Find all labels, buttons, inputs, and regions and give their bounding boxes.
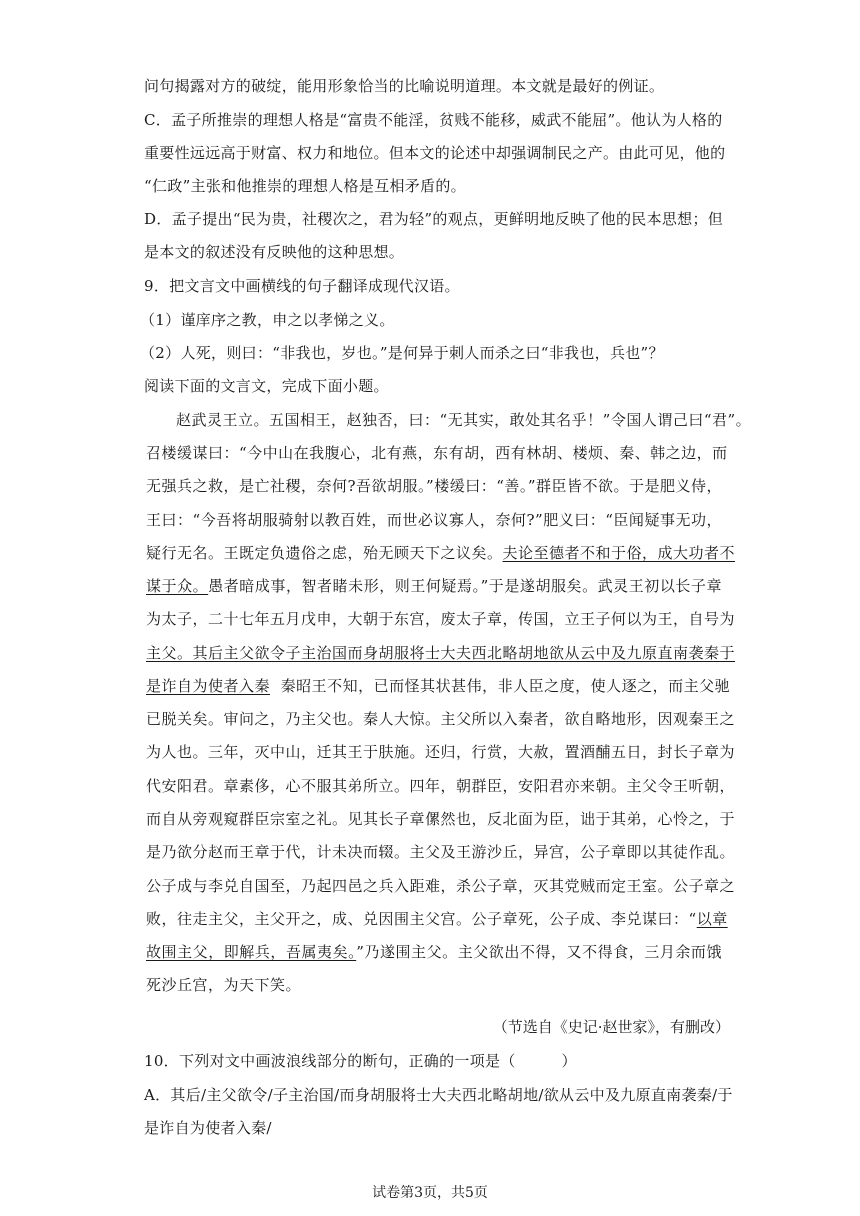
wavy-underlined-text: 是诈自为使者入秦 xyxy=(146,677,271,695)
passage-line: 死沙丘宫，为天下笑。 xyxy=(146,976,302,994)
question-9-item-2: （2）人死，则曰：“非我也，岁也。”是何异于刺人而杀之曰“非我也，兵也”？ xyxy=(140,344,664,362)
underlined-sentence: 故围主父，即解兵，吾属夷矣。 xyxy=(146,943,357,961)
question-9-stem: 9．把文言文中画横线的句子翻译成现代汉语。 xyxy=(144,277,460,295)
option-c-line-1: C．孟子所推崇的理想人格是“富贵不能淫，贫贱不能移，威武不能屈”。他认为人格的 xyxy=(144,111,723,129)
page-footer: 试卷第3页，共5页 xyxy=(372,1185,488,1201)
wavy-underlined-line: 主父。其后主父欲令子主治国而身胡服将士大夫西北略胡地欲从云中及九原直南袭秦于 xyxy=(146,644,736,662)
passage-line: 为太子，二十七年五月戊申，大朝于东宫，废太子章，传国，立王子何以为王，自号为 xyxy=(146,610,736,628)
question-10-option-a-line-2: 是诈自为使者入秦/ xyxy=(144,1119,272,1137)
passage-line: 是乃欲分赵而王章于代，计未决而辍。主父及王游沙丘，异宫，公子章即以其徒作乱。 xyxy=(146,843,736,861)
passage-line xyxy=(146,543,736,563)
passage-text: 秦昭王不知，已而怪其状甚伟，非人臣之度，使人逐之，而主父驰 xyxy=(280,677,731,695)
underlined-sentence: 以章 xyxy=(696,910,728,928)
question-9-item-1: （1）谨庠序之教，申之以孝悌之义。 xyxy=(140,311,395,329)
question-10-stem: 10．下列对文中画波浪线部分的断句，正确的一项是（ ） xyxy=(144,1052,577,1070)
passage-line xyxy=(146,676,731,696)
option-c-line-2: 重要性远远高于财富、权力和地位。但本文的论述中却强调制民之产。由此可见，他的 xyxy=(144,144,726,162)
passage-text: 败，往走主父，主父开之，成、兑因围主父宫。公子章死，公子成、李兑谋曰：“ xyxy=(146,910,697,928)
passage-line: 召楼缓谋曰：“今中山在我腹心，北有燕，东有胡，西有林胡、楼烦、秦、韩之边，而 xyxy=(146,444,728,462)
passage-line: 赵武灵王立。五国相王，赵独否，曰：“无其实，敢处其名乎！”令国人谓己曰“君”。 xyxy=(176,411,752,429)
passage-line: 无强兵之救，是亡社稷，奈何?吾欲胡服。”楼缓曰：“善。”群臣皆不欲。于是肥义侍， xyxy=(146,477,723,495)
passage-line: 为人也。三年，灭中山，迁其王于肤施。还归，行赏，大赦，置酒酺五日，封长子章为 xyxy=(146,743,736,761)
reading-instruction: 阅读下面的文言文，完成下面小题。 xyxy=(144,377,389,395)
passage-source: （节选自《史记·赵世家》，有删改） xyxy=(492,1018,730,1036)
passage-line xyxy=(146,909,728,929)
passage-line: 公子成与李兑自国至，乃起四邑之兵入距难，杀公子章，灭其党贼而定王室。公子章之 xyxy=(146,877,736,895)
passage-text: ”乃遂围主父。主父欲出不得，又不得食，三月余而饿 xyxy=(356,943,722,961)
passage-line: 而自从旁观窥群臣宗室之礼。见其长子章傫然也，反北面为臣，诎于其弟，心怜之，于 xyxy=(146,810,736,828)
option-d-line-1: D．孟子提出“民为贵，社稷次之，君为轻”的观点，更鲜明地反映了他的民本思想；但 xyxy=(144,210,724,228)
passage-line xyxy=(146,942,722,962)
passage-text: 疑行无名。王既定负遗俗之虑，殆无顾天下之议矣。 xyxy=(146,544,503,562)
option-c-line-3: “仁政”主张和他推崇的理想人格是互相矛盾的。 xyxy=(144,177,466,195)
passage-line: 王曰：“今吾将胡服骑射以教百姓，而世必议寡人，奈何?”肥义曰：“臣闻疑事无功， xyxy=(146,511,722,529)
option-d-line-2: 是本文的叙述没有反映他的这种思想。 xyxy=(144,243,405,261)
passage-text: 愚者暗成事，智者睹未形，则王何疑焉。”于是遂胡服矣。武灵王初以长子章 xyxy=(208,577,722,595)
question-10-option-a-line-1: A．其后/主父欲令/子主治国/而身胡服将士大夫西北略胡地/欲从云中及九原直南袭秦/于 xyxy=(144,1086,733,1104)
passage-line xyxy=(146,576,722,596)
passage-line: 已脱关矣。审问之，乃主父也。秦人大惊。主父所以入秦者，欲自略地形，因观秦王之 xyxy=(146,710,736,728)
underlined-sentence: 谋于众。 xyxy=(146,577,209,595)
underlined-sentence: 夫论至德者不和于俗，成大功者不 xyxy=(502,544,736,562)
option-b-continuation: 问句揭露对方的破绽，能用形象恰当的比喻说明道理。本文就是最好的例证。 xyxy=(144,77,665,95)
passage-line: 代安阳君。章素侈，心不服其弟所立。四年，朝群臣，安阳君亦来朝。主父令王听朝， xyxy=(146,777,736,795)
